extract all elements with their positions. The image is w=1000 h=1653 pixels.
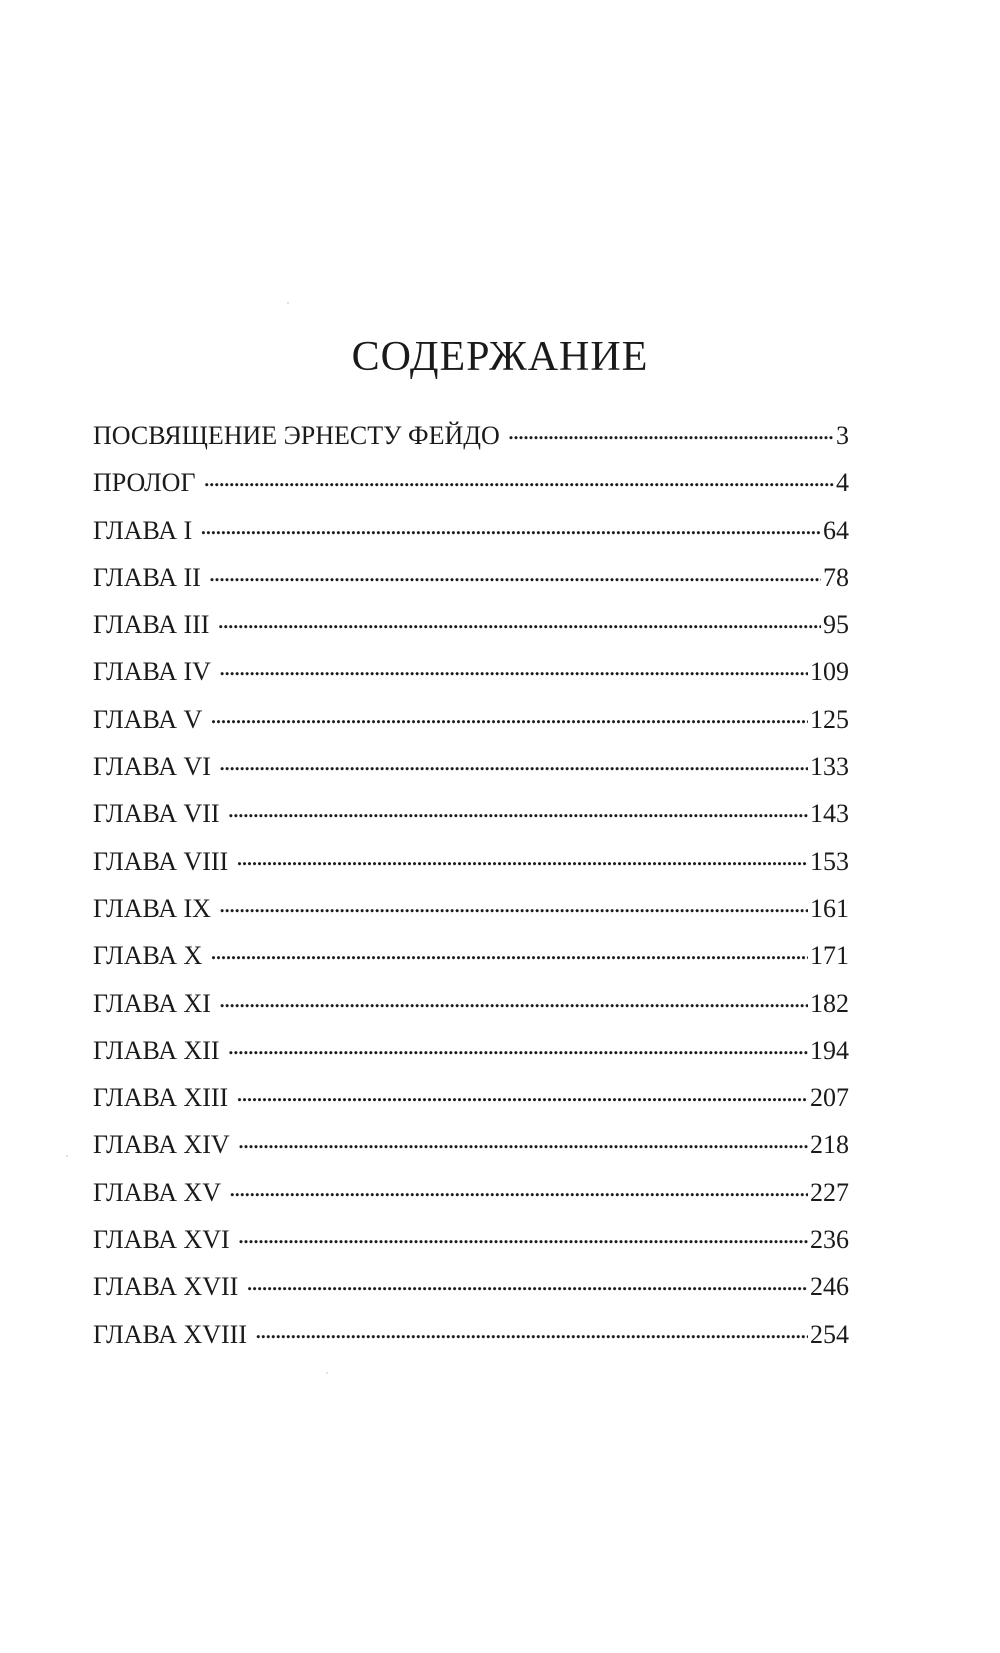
toc-entry [93, 1216, 849, 1263]
toc-dot-leader [246, 1269, 808, 1295]
toc-dot-leader [210, 702, 808, 728]
toc-dot-leader [217, 607, 821, 633]
toc-dot-leader [238, 1127, 808, 1153]
toc-dot-leader [210, 938, 808, 964]
toc-entry-label: ГЛАВА XVI [93, 1225, 230, 1255]
toc-entry-label: ГЛАВА VI [93, 752, 211, 782]
toc-entry-page-number: 4 [836, 468, 849, 498]
toc-entry-page-number: 227 [810, 1177, 849, 1207]
toc-entry-label: ГЛАВА V [93, 704, 203, 734]
toc-entry-label: ГЛАВА X [93, 941, 203, 971]
toc-entry [93, 696, 849, 743]
toc-entry [93, 1263, 849, 1310]
toc-dot-leader [209, 560, 821, 586]
toc-entry [93, 648, 849, 695]
toc-entry-page-number: 246 [810, 1272, 849, 1302]
paper-speck [326, 1372, 328, 1374]
toc-dot-leader [219, 654, 808, 680]
toc-entry-page-number: 236 [810, 1225, 849, 1255]
toc-entry [93, 932, 849, 979]
toc-dot-leader [203, 465, 834, 491]
toc-title: СОДЕРЖАНИЕ [351, 334, 649, 380]
toc-entry-label: ГЛАВА VIII [93, 846, 229, 876]
toc-entry [93, 885, 849, 932]
toc-dot-leader [219, 891, 808, 917]
toc-dot-leader [200, 513, 821, 539]
toc-entry-label: ГЛАВА XIII [93, 1083, 229, 1113]
toc-entry-label: ГЛАВА XVII [93, 1272, 239, 1302]
toc-entry [93, 459, 849, 506]
toc-entry-label: ГЛАВА I [93, 515, 193, 545]
toc-dot-leader [236, 1080, 808, 1106]
toc-entry-label: ГЛАВА II [93, 562, 201, 592]
toc-entry [93, 1121, 849, 1168]
toc-entry-label: ГЛАВА XI [93, 988, 211, 1018]
toc-entry-label: ГЛАВА VII [93, 799, 220, 829]
toc-entry-page-number: 207 [810, 1083, 849, 1113]
toc-entry [93, 1027, 849, 1074]
toc-list [93, 412, 849, 1358]
toc-dot-leader [255, 1317, 808, 1343]
toc-dot-leader [219, 986, 808, 1012]
toc-entry-page-number: 218 [810, 1130, 849, 1160]
paper-speck [66, 1155, 68, 1157]
toc-entry-label: ГЛАВА XV [93, 1177, 222, 1207]
toc-entry-label: ПРОЛОГ [93, 468, 196, 498]
toc-entry [93, 743, 849, 790]
toc-dot-leader [219, 749, 808, 775]
toc-entry-page-number: 133 [810, 752, 849, 782]
toc-dot-leader [228, 1033, 808, 1059]
toc-entry [93, 980, 849, 1027]
toc-dot-leader [229, 1175, 808, 1201]
toc-entry [93, 790, 849, 837]
toc-entry [93, 1074, 849, 1121]
toc-entry-page-number: 143 [810, 799, 849, 829]
paper-speck [287, 302, 289, 304]
toc-entry-page-number: 161 [810, 893, 849, 923]
toc-dot-leader [508, 418, 834, 444]
toc-entry-label: ГЛАВА XVIII [93, 1319, 247, 1349]
toc-entry-label: ГЛАВА XII [93, 1035, 220, 1065]
toc-entry-label: ГЛАВА XIV [93, 1130, 230, 1160]
toc-entry [93, 601, 849, 648]
toc-entry-page-number: 194 [810, 1035, 849, 1065]
toc-entry-label: ПОСВЯЩЕНИЕ ЭРНЕСТУ ФЕЙДО [93, 421, 500, 450]
toc-entry [93, 554, 849, 601]
toc-dot-leader [236, 844, 808, 870]
toc-entry [93, 838, 849, 885]
toc-entry-page-number: 64 [823, 515, 849, 545]
toc-entry [93, 1311, 849, 1358]
toc-entry [93, 412, 849, 459]
toc-entry [93, 1169, 849, 1216]
toc-dot-leader [228, 796, 808, 822]
toc-entry-label: ГЛАВА IV [93, 657, 211, 687]
toc-entry-page-number: 109 [810, 657, 849, 687]
toc-entry-page-number: 153 [810, 846, 849, 876]
toc-entry-page-number: 125 [810, 704, 849, 734]
toc-entry-page-number: 254 [810, 1319, 849, 1349]
toc-dot-leader [238, 1222, 808, 1248]
toc-entry-page-number: 171 [810, 941, 849, 971]
toc-entry-label: ГЛАВА III [93, 610, 210, 640]
toc-entry-page-number: 3 [836, 421, 849, 450]
toc-entry-page-number: 78 [823, 562, 849, 592]
toc-entry-label: ГЛАВА IX [93, 893, 211, 923]
toc-entry-page-number: 182 [810, 988, 849, 1018]
toc-entry [93, 507, 849, 554]
toc-entry-page-number: 95 [823, 610, 849, 640]
